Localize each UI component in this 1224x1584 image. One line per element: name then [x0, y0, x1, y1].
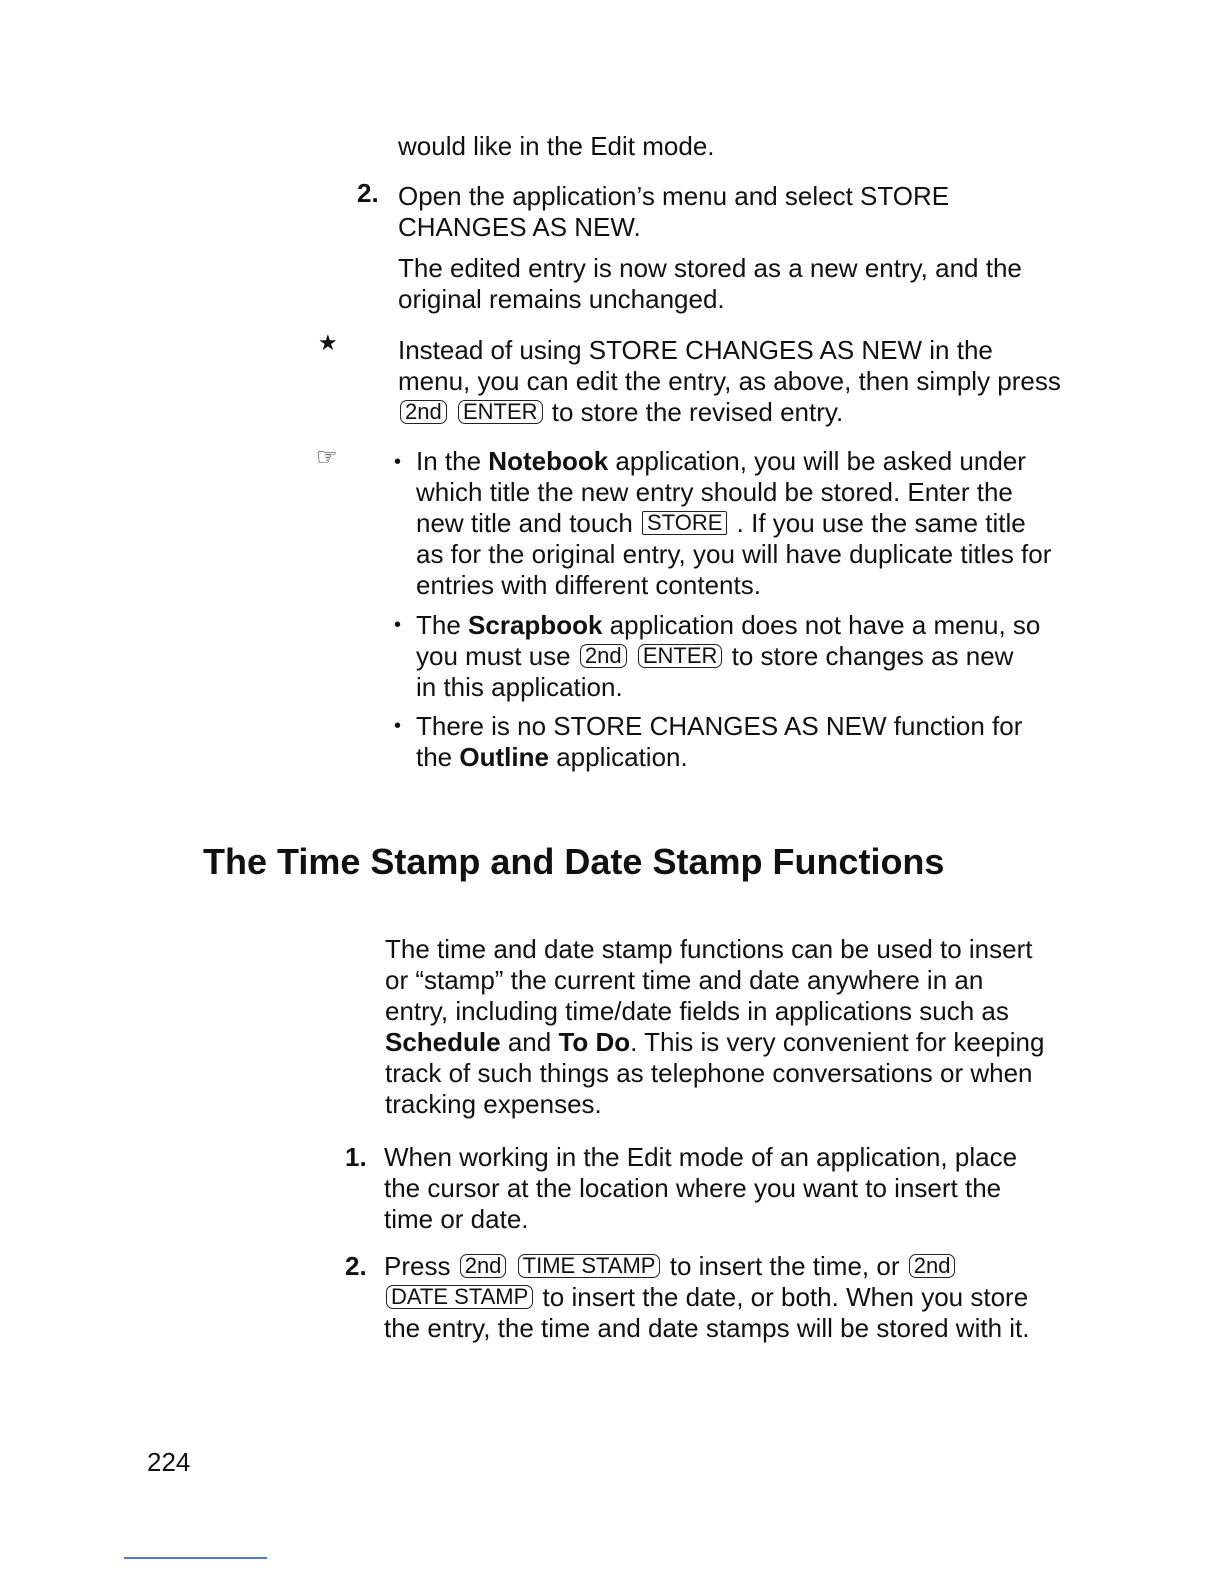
note-line: in this application. [416, 672, 623, 702]
key-2nd: 2nd [580, 644, 627, 668]
note-line [416, 641, 1040, 672]
key-store: STORE [642, 511, 727, 535]
key-time-stamp: TIME STAMP [518, 1254, 661, 1278]
pointing-hand-icon: ☞ [316, 444, 338, 471]
tip-line: menu, you can edit the entry, as above, then simply press [398, 366, 1061, 396]
intro-line: or “stamp” the current time and date anywhere in an [385, 965, 984, 995]
text: In the [416, 446, 482, 476]
intro-line: entry, including time/date fields in applications such as [385, 996, 1009, 1026]
step-line: Open the application’s menu and select STORE [398, 181, 950, 211]
app-name-schedule: Schedule [385, 1027, 501, 1057]
text: application, you will be asked under [615, 446, 1026, 476]
note-bullet-scrapbook [416, 610, 1040, 703]
text: . If you use the same title [736, 508, 1026, 538]
intro-line: track of such things as telephone conversations or when [385, 1058, 1033, 1088]
text: application does not have a menu, so [609, 610, 1041, 640]
note-line: entries with different contents. [416, 570, 761, 600]
note-bullet-notebook [416, 446, 1051, 601]
note-bullet-outline [416, 711, 1022, 773]
section-intro [385, 934, 1044, 1120]
step-line [384, 1282, 1030, 1313]
note-line: which title the new entry should be stored. Enter the [416, 477, 1013, 507]
key-2nd: 2nd [400, 400, 447, 424]
app-name-scrapbook: Scrapbook [468, 610, 603, 640]
section-heading: The Time Stamp and Date Stamp Functions [203, 841, 945, 882]
note-line [416, 508, 1051, 539]
page-number: 224 [147, 1447, 191, 1477]
app-name-todo: To Do [558, 1027, 631, 1057]
step-number: 1. [345, 1142, 367, 1172]
text: and [507, 1027, 552, 1057]
note-line: There is no STORE CHANGES AS NEW function for [416, 711, 1023, 741]
text: Press [384, 1251, 451, 1281]
key-enter: ENTER [638, 644, 723, 668]
text: . This is very convenient for keeping [630, 1027, 1045, 1057]
bullet-dot: • [394, 614, 402, 636]
app-name-outline: Outline [459, 742, 549, 772]
step-line: the cursor at the location where you want to insert the [384, 1173, 1002, 1203]
intro-line [385, 1027, 1044, 1058]
note-line: as for the original entry, you will have duplicate titles for [416, 539, 1052, 569]
note-line [416, 446, 1051, 477]
intro-line: tracking expenses. [385, 1089, 602, 1119]
step-line: the entry, the time and date stamps will be stored with it. [384, 1313, 1030, 1343]
star-icon: ★ [318, 330, 338, 355]
continuation-text: would like in the Edit mode. [398, 131, 715, 161]
step-line: CHANGES AS NEW. [398, 212, 641, 242]
key-2nd: 2nd [909, 1254, 956, 1278]
bullet-dot: • [394, 451, 402, 473]
step-line [384, 1251, 1030, 1282]
text: application. [556, 742, 688, 772]
tip-text [398, 335, 1061, 428]
text: The [416, 610, 461, 640]
text: to insert the time, or [669, 1251, 900, 1281]
step-line: When working in the Edit mode of an application, place [384, 1142, 1018, 1172]
step-text [398, 181, 949, 243]
step-text [384, 1251, 1030, 1344]
result-line: original remains unchanged. [398, 284, 725, 314]
step-number: 2. [345, 1251, 367, 1281]
step-result [398, 253, 1022, 315]
intro-line: The time and date stamp functions can be used to insert [385, 934, 1033, 964]
tip-line [398, 397, 1061, 428]
footer-rule [124, 1557, 267, 1559]
text: to store changes as new [731, 641, 1014, 671]
step-line: time or date. [384, 1204, 529, 1234]
step-text [384, 1142, 1017, 1235]
step-number: 2. [357, 178, 379, 208]
result-line: The edited entry is now stored as a new entry, and the [398, 253, 1022, 283]
tip-line: Instead of using STORE CHANGES AS NEW in the [398, 335, 993, 365]
key-2nd: 2nd [460, 1254, 507, 1278]
note-line [416, 742, 1022, 773]
note-line [416, 610, 1040, 641]
text: you must use [416, 641, 571, 671]
bullet-dot: • [394, 715, 402, 737]
key-date-stamp: DATE STAMP [386, 1285, 533, 1309]
key-enter: ENTER [458, 400, 543, 424]
text: the [416, 742, 453, 772]
text: to insert the date, or both. When you store [542, 1282, 1029, 1312]
text: new title and touch [416, 508, 633, 538]
app-name-notebook: Notebook [488, 446, 609, 476]
tip-line-rest: to store the revised entry. [551, 397, 844, 427]
